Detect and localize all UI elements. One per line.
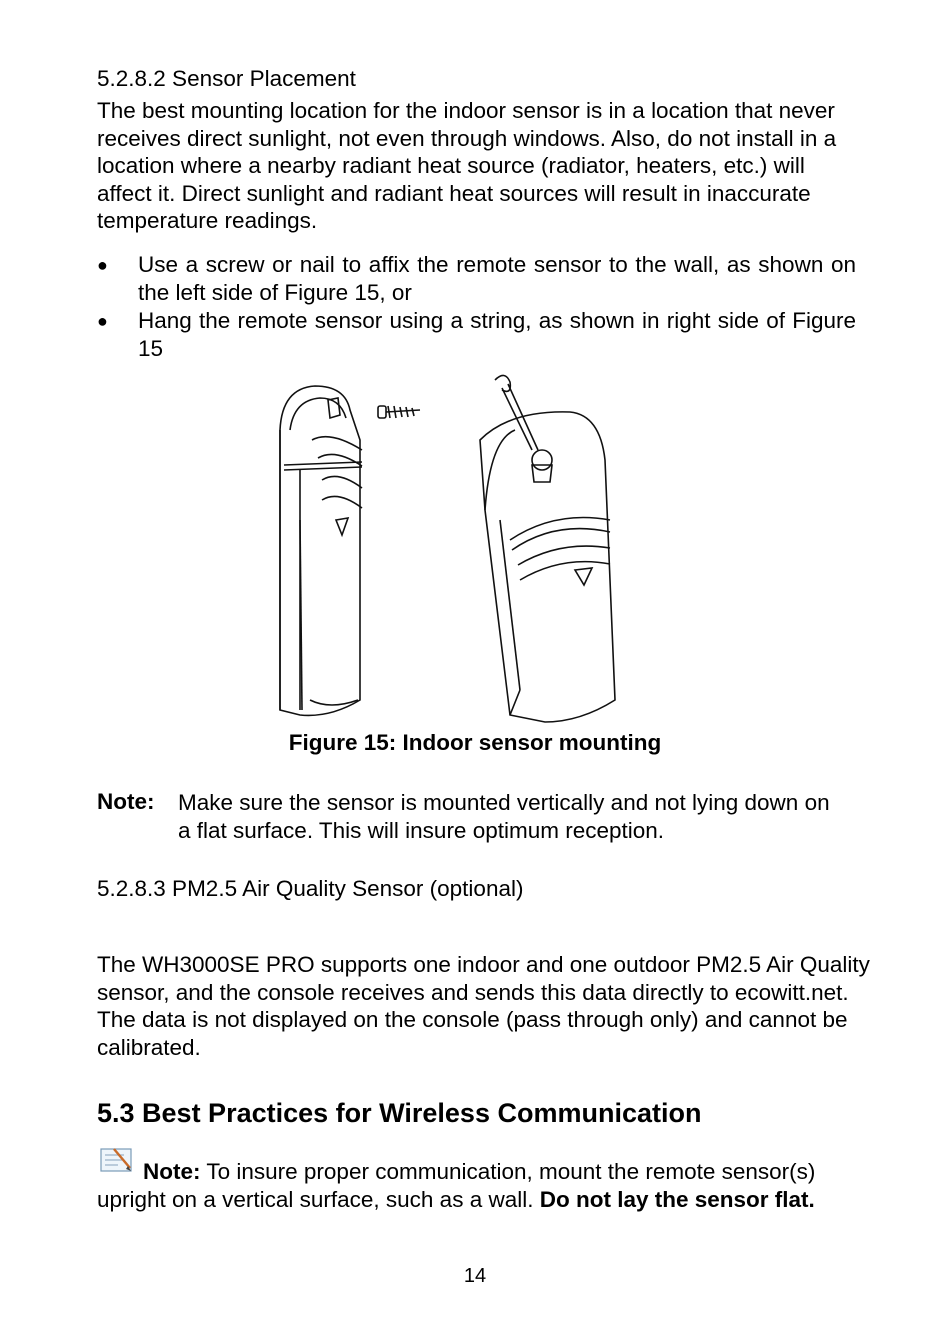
right-sensor-drawing [480, 375, 615, 722]
section-heading-best-practices: 5.3 Best Practices for Wireless Communication [97, 1098, 702, 1128]
best-practices-note-bold: Do not lay the sensor flat. [539, 1186, 815, 1212]
page-number: 14 [463, 1265, 487, 1287]
section-title-sensor-placement: 5.2.8.2 Sensor Placement [97, 66, 356, 91]
bullet-icon: ● [97, 255, 108, 275]
section-title-pm25: 5.2.8.3 PM2.5 Air Quality Sensor (optional) [97, 876, 524, 901]
note-label: Note: [97, 789, 155, 814]
bullet-item-2: Hang the remote sensor using a string, as shown in right side of Figure 15 [138, 308, 856, 361]
pm25-paragraph: The WH3000SE PRO supports one indoor and one outdoor PM2.5 Air Quality sensor, and the console receives and sends this data directly to ecowitt.net. The data is not displayed on the console (pass through only) and cannot be calibrated. [97, 952, 870, 1060]
note-text: Make sure the sensor is mounted vertically and not lying down on a flat surface. This will insure optimum reception. [178, 790, 830, 843]
bullet-item-1: Use a screw or nail to affix the remote sensor to the wall, as shown on the left side of Figure 15, or [138, 252, 856, 305]
bullet-icon: ● [97, 311, 108, 331]
sensor-mounting-illustration [270, 370, 630, 725]
screw-drawing [378, 406, 420, 418]
best-practices-note-text: To insure proper communication, mount the remote sensor(s) upright on a vertical surface, such as a wall. [97, 1159, 816, 1212]
sensor-placement-paragraph: The best mounting location for the indoor sensor is in a location that never receives direct sunlight, not even through windows. Also, do not install in a location where a nearby radiant heat source (radiator, heaters, etc.) will affect it. Direct sunlight and radiant heat sources will result in inaccurate temperature readings. [97, 98, 837, 233]
figure-caption: Figure 15: Indoor sensor mounting [288, 730, 662, 755]
best-practices-note [97, 1158, 872, 1213]
left-sensor-drawing [280, 386, 362, 715]
best-practices-note-label: Note: [143, 1159, 201, 1184]
